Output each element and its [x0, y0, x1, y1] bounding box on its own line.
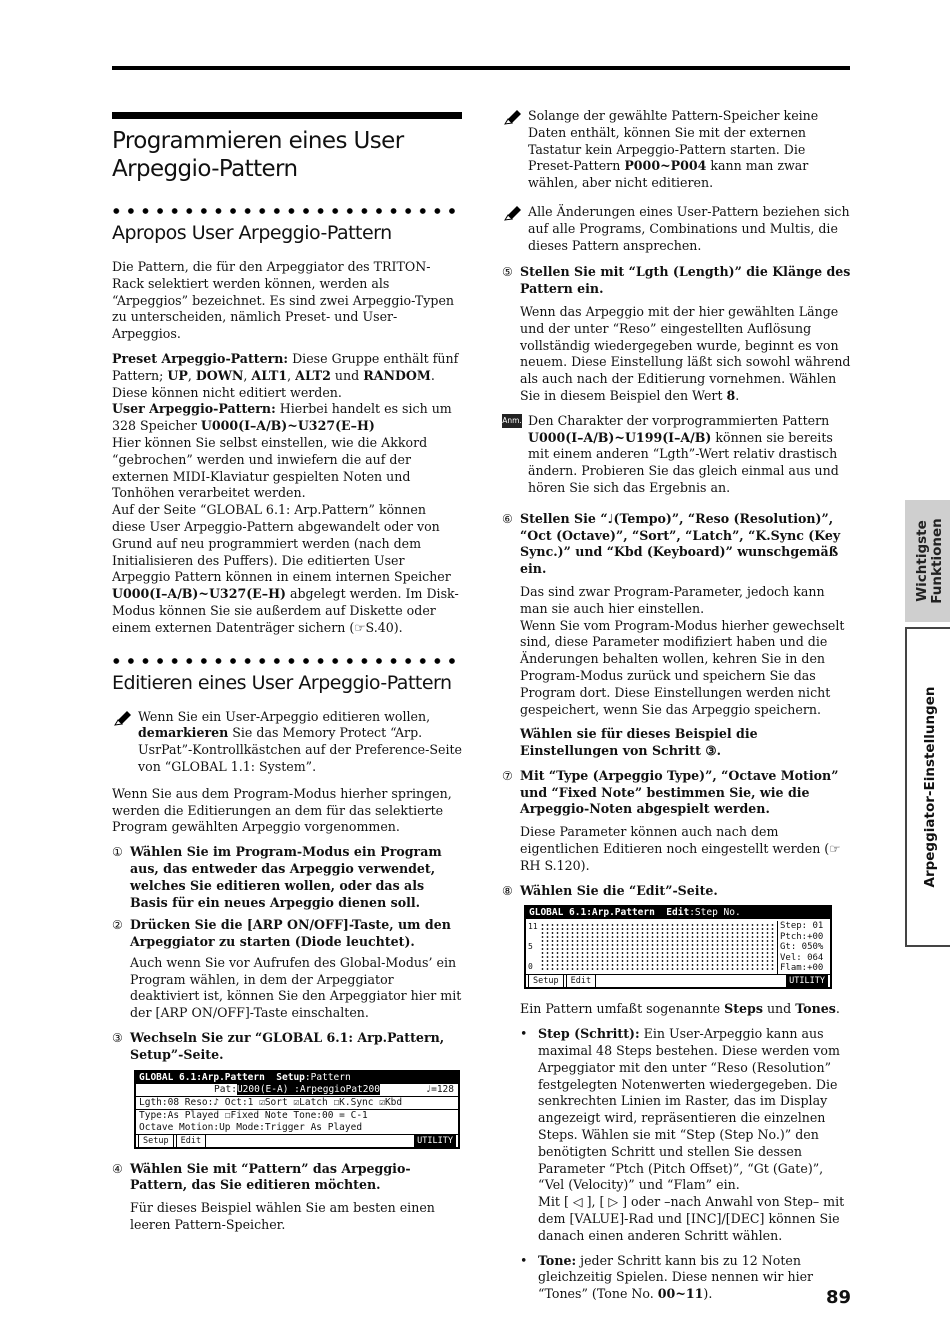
lcd-step-params [777, 921, 828, 974]
lcd-utility: UTILITY [414, 1135, 456, 1147]
step-2-text: Auch wenn Sie vor Aufrufen des Global-Modus’ ein Program wählen, in dem der Arpeggiator deaktiviert ist, können Sie den Arpeggiator hier mit der [ARP ON/OFF]-Taste einschalten. [130, 954, 462, 1021]
lcd-grid-dots [540, 923, 774, 971]
pencil-note-icon [114, 710, 132, 726]
step-7-text: Diese Parameter können auch nach dem eigentlichen Editieren noch eingestellt werden (☞RH S.120). [520, 824, 841, 873]
lcd-param-flam: Flam:+00 [780, 963, 824, 974]
section-dots [112, 207, 462, 215]
lcd-title: GLOBAL 6.1:Arp.Pattern Edit:Step No. [526, 907, 830, 919]
title-bar [112, 112, 462, 119]
user-paragraph-3: Auf der Seite “GLOBAL 6.1: Arp.Pattern” können diese User Arpeggio-Pattern abgewandelt oder von Grund auf neu programmiert werden (nach dem Initialisieren des Puffers). Die editierten User Arpeggio Pattern können in einem internen Speicher U000(I–A/B)~U327(E–H) abgelegt werden. Im Disk-Modus können Sie sie außerdem auf Diskette oder einem externen Datenträger sichern (☞S.40). [112, 502, 459, 635]
lcd-tab-setup: Setup [528, 975, 564, 988]
lcd-grid-label: 5 [528, 942, 533, 952]
side-tab-arpeggiator-einstellungen[interactable] [905, 627, 950, 947]
anm-icon: Anm. [502, 414, 522, 428]
pencil-note-icon [504, 205, 522, 221]
step-2: ② Drücken Sie die [ARP ON/OFF]-Taste, um den Arpeggiator zu starten (Diode leuchtet). [112, 917, 451, 950]
lcd-param-step: Step: 01 [780, 921, 824, 932]
bullet-step: • Step (Schritt): Ein User-Arpeggio kann aus maximal 48 Steps bestehen. Diese werden vom Arpeggiator mit den unter “Reso (Resolution” festgelegten Notenwerten wiedergegeben. Die senkrechten Linien im Raster, das im Display angezeigt wird, repräsentieren die einzelnen Steps. Wählen sie mit “Step (Step No.)” den benötigten Schritt und stellen Sie dessen Parameter “Ptch (Pitch Offset)”, “Gt (Gate)”, “Vel (Velocity)” und “Flam” ein. Mit [ ◁ ], [ ▷ ] oder –nach Anwahl von Step– mit dem [VALUE]-Rad und [INC]/[DEC] können Sie danach einen anderen Schritt wählen. [520, 1026, 845, 1243]
lcd-utility: UTILITY [786, 975, 828, 987]
lcd-pattern-row: Pat:U200(E-A) :ArpeggioPat200 ♩=128 [136, 1084, 458, 1097]
lcd-step-grid [526, 921, 776, 973]
side-tab-wichtigste-funktionen[interactable] [905, 500, 950, 622]
lcd-tabs [526, 974, 830, 987]
preset-paragraph: Preset Arpeggio-Pattern: Diese Gruppe enthält fünf Pattern; UP, DOWN, ALT1, ALT2 und RANDOM. Diese können nicht editiert werden. [112, 350, 459, 400]
section-heading-editieren: Editieren eines User Arpeggio-Pattern [112, 671, 452, 694]
lcd-param-velocity: Vel: 064 [780, 952, 824, 963]
step-6-bold: Wählen sie für dieses Beispiel die Einstellungen von Schritt ③. [520, 726, 758, 759]
step-4: ④ Wählen Sie mit “Pattern” das Arpeggio-Pattern, das Sie editieren möchten. [112, 1160, 411, 1193]
lcd-motion-row: Octave Motion:Up Mode:Trigger As Played [136, 1122, 458, 1135]
lcd-param-row: Lgth:08 Reso:♪ Oct:1 ☑Sort ☑Latch ☐K.Sync ☑Kbd [136, 1097, 458, 1110]
side-tab-label: Wichtigste Funktionen [913, 518, 945, 604]
step-5: ⑤ Stellen Sie mit “Lgth (Length)” die Klänge des Pattern ein. [502, 264, 851, 297]
lcd-edit-screen [524, 905, 832, 989]
lcd-param-pitch: Ptch:+00 [780, 931, 824, 942]
note-block: Solange der gewählte Pattern-Speicher keine Daten enthält, können Sie mit der externen Tastatur kein Arpeggio-Pattern starten. Die Preset-Pattern P000~P004 kann man zwar wählen, aber nicht editieren. [502, 108, 852, 192]
lcd-tab-edit: Edit [176, 1135, 206, 1148]
program-mode-paragraph: Wenn Sie aus dem Program-Modus hierher springen, werden die Editierungen an dem für das selektierte Program gewählten Arpeggio vorgenommen. [112, 785, 452, 835]
step-4-text: Für dieses Beispiel wählen Sie am besten einen leeren Pattern-Speicher. [130, 1200, 435, 1233]
bullet-icon: • [520, 1026, 528, 1042]
lcd-grid-label: 0 [528, 962, 533, 972]
section-dots [112, 657, 462, 665]
lcd-setup-screen [134, 1070, 460, 1149]
anm-note-block: Anm. Den Charakter der vorprogrammierten Pattern U000(I–A/B)~U199(I–A/B) können sie bereits mit einem anderen “Lgth”-Wert relativ drastisch ändern. Probieren Sie das gleich einmal aus und hören Sie sich das Ergebnis an. [502, 412, 839, 495]
step-5-text: Wenn das Arpeggio mit der hier gewählten Länge und der unter “Reso” eingestellten Auflösung vollständig wiedergegeben wurde, beginnt es von neuem. Diese Einstellung läßt sich sowohl während als auch nach der Editierung vornehmen. Wählen Sie in diesem Beispiel den Wert 8. [520, 303, 851, 403]
section-heading-apropos: Apropos User Arpeggio-Pattern [112, 222, 392, 244]
step-6-text-2: Wenn Sie vom Program-Modus hierher gewechselt sind, diese Parameter modifiziert haben und die Änderungen behalten wollen, kehren Sie in den Program-Modus zurück und speichern Sie das Program dort. Diese Einstellungen werden nicht gespeichert, wenn Sie das Arpeggio speichern. [520, 617, 845, 717]
user-paragraph: User Arpeggio-Pattern: Hierbei handelt es sich um 328 Speicher U000(I–A/B)~U327(E–H) [112, 401, 452, 434]
top-rule [112, 66, 850, 70]
lcd-title: GLOBAL 6.1:Arp.Pattern Setup:Pattern [136, 1072, 458, 1084]
pencil-note-icon [504, 109, 522, 125]
lcd-tabs [136, 1135, 458, 1147]
step-3: ③ Wechseln Sie zur “GLOBAL 6.1: Arp.Pattern, Setup”-Seite. [112, 1030, 445, 1062]
step-6: ⑥ Stellen Sie “♩(Tempo)”, “Reso (Resolution)”, “Oct (Octave)”, “Sort”, “Latch”, “K.Sync (Key Sync.)” und “Kbd (Keyboard)” wunschgemäß ein. [502, 510, 841, 577]
page-number: 89 [826, 1287, 852, 1308]
step-7: ⑦ Mit “Type (Arpeggio Type)”, “Octave Motion” und “Fixed Note” bestimmen Sie, wie die Arpeggio-Noten abgespielt werden. [502, 767, 839, 817]
lcd-grid-label: 11 [528, 922, 538, 932]
step-6-text-1: Das sind zwar Program-Parameter, jedoch kann man sie auch hier einstellen. [520, 583, 825, 616]
lcd-tab-edit: Edit [566, 975, 596, 988]
side-tab-label: Arpeggiator-Einstellungen [921, 686, 938, 888]
note-block: Alle Änderungen eines User-Pattern beziehen sich auf alle Programs, Combinations und Multis, die dieses Pattern ansprechen. [502, 204, 852, 254]
intro-paragraph: Die Pattern, die für den Arpeggiator des TRITON-Rack selektiert werden können, werden als “Arpeggios” bezeichnet. Es sind zwei Arpeggio-Typen zu unterscheiden, nämlich Preset- und User-Arpeggios. [112, 259, 455, 342]
lcd-tab-setup: Setup [138, 1135, 174, 1148]
lcd-type-row: Type:As Played ☐Fixed Note Tone:00 = C-1 [139, 1109, 368, 1121]
bullet-icon: • [520, 1252, 528, 1268]
steps-intro: Ein Pattern umfaßt sogenannte Steps und Tones. [520, 1001, 840, 1017]
step-1: ① Wählen Sie im Program-Modus ein Program aus, das entweder das Arpeggio verwendet, welches Sie editieren wollen, oder das als Basis für ein neues Arpeggio dienen soll. [112, 844, 442, 910]
user-paragraph-2: Hier können Sie selbst einstellen, wie die Akkord “gebrochen” werden und inwiefern die auf der externen MIDI-Klaviatur gespielten Noten und Tonhöhen verarbeitet werden. [112, 434, 428, 501]
right-column [502, 108, 852, 1311]
lcd-param-gate: Gt: 050% [780, 942, 824, 953]
bullet-tone: • Tone: jeder Schritt kann bis zu 12 Noten gleichzeitig Spielen. Diese nennen wir hier “Tones” (Tone No. 00~11). [520, 1252, 814, 1302]
page-title: Programmieren eines User Arpeggio-Pattern [112, 128, 404, 182]
note-block: Wenn Sie ein User-Arpeggio editieren wollen, demarkieren Sie das Memory Protect “Arp. UsrPat”-Kontrollkästchen auf der Preference-Seite von “GLOBAL 1.1: System”. [112, 709, 462, 776]
left-column [112, 112, 462, 1242]
step-8: ⑧ Wählen Sie die “Edit”-Seite. [502, 882, 718, 898]
